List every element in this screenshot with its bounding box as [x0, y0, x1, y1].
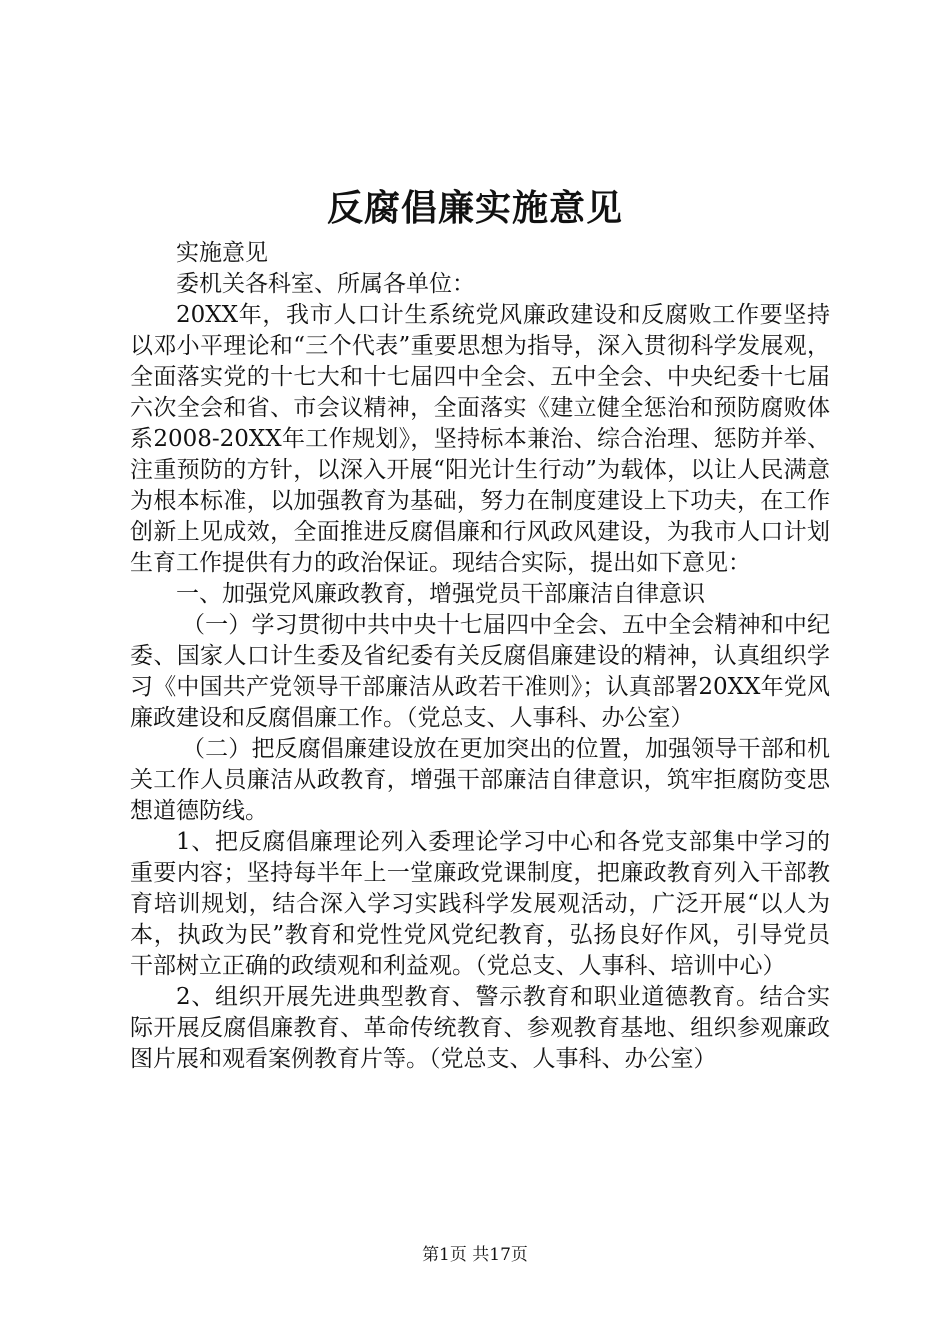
document-title: 反腐倡廉实施意见 [326, 187, 623, 229]
paragraph-item-2: （二）把反腐倡廉建设放在更加突出的位置，加强领导干部和机关工作人员廉洁从政教育，增强干部廉洁自律意识，筑牢拒腐防变思想道德防线。 [130, 736, 830, 824]
paragraph-intro: 20XX年，我市人口计生系统党风廉政建设和反腐败工作要坚持以邓小平理论和“三个代表”重要思想为指导，深入贯彻科学发展观，全面落实党的十七大和十七届四中全会、五中全会、中央纪委十七届六次全会和省、市会议精神，全面落实《建立健全惩治和预防腐败体系2008-20XX年工作规划》，坚持标本兼治、综合治理、惩防并举、注重预防的方针，以深入开展“阳光计生行动”为载体，以让人民满意为根本标准，以加强教育为基础，努力在制度建设上下功夫，在工作创新上见成效，全面推进反腐倡廉和行风政风建设，为我市人口计划生育工作提供有力的政治保证。现结合实际，提出如下意见： [130, 302, 830, 576]
paragraph-subtitle: 实施意见 [176, 240, 268, 266]
paragraph-subitem-2: 2、组织开展先进典型教育、警示教育和职业道德教育。结合实际开展反腐倡廉教育、革命传统教育、参观教育基地、组织参观廉政图片展和观看案例教育片等。（党总支、人事科、办公室） [130, 984, 830, 1072]
paragraph-item-1: （一）学习贯彻中共中央十七届四中全会、五中全会精神和中纪委、国家人口计生委及省纪委有关反腐倡廉建设的精神，认真组织学习《中国共产党领导干部廉洁从政若干准则》；认真部署20XX年党风廉政建设和反腐倡廉工作。（党总支、人事科、办公室） [130, 612, 830, 731]
document-body [130, 238, 830, 1075]
paragraph-subitem-1: 1、把反腐倡廉理论列入委理论学习中心和各党支部集中学习的重要内容；坚持每半年上一堂廉政党课制度，把廉政教育列入干部教育培训规划，结合深入学习实践科学发展观活动，广泛开展“以人为本，执政为民”教育和党性党风党纪教育，弘扬良好作风，引导党员干部树立正确的政绩观和利益观。（党总支、人事科、培训中心） [130, 829, 830, 979]
page-number-footer: 第1页 共17页 [422, 1245, 528, 1265]
paragraph-addressee: 委机关各科室、所属各单位： [176, 271, 475, 297]
section-heading-1: 一、加强党风廉政教育，增强党员干部廉洁自律意识 [176, 581, 705, 607]
